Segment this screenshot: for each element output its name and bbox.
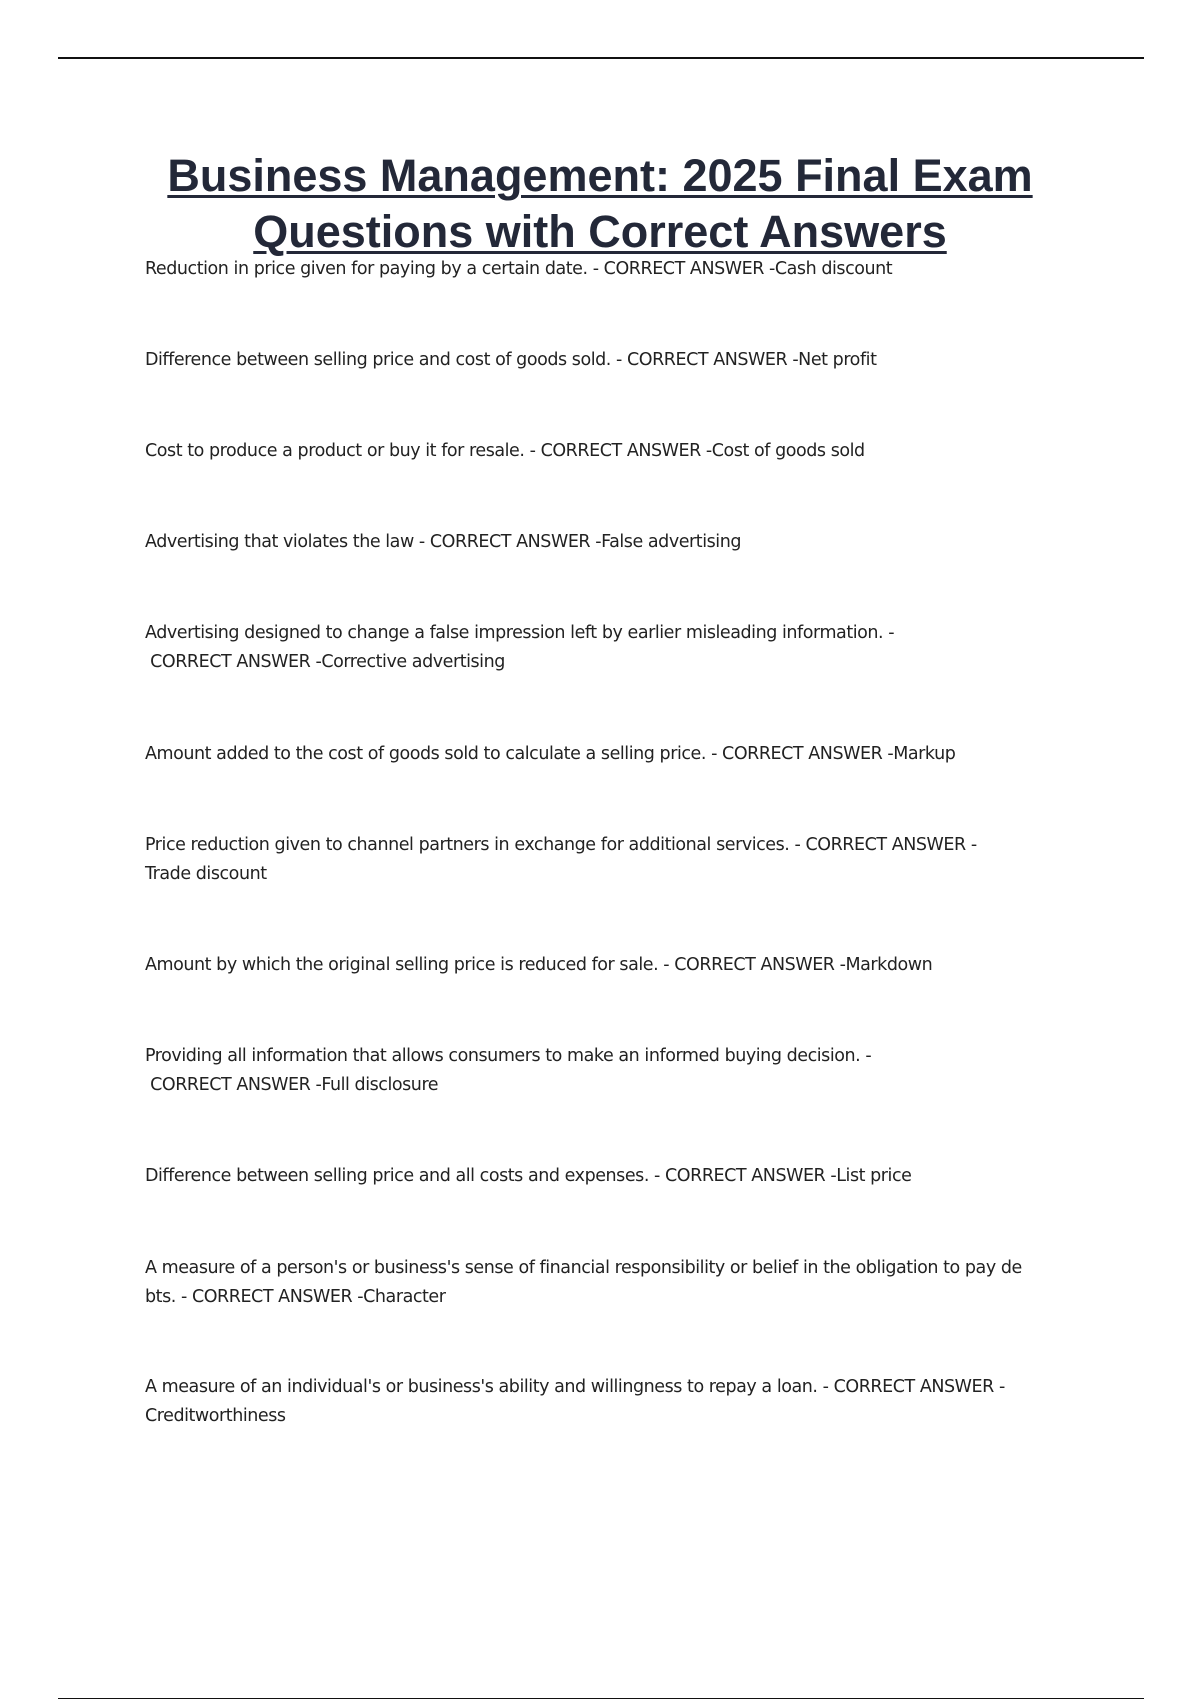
qa-line: Difference between selling price and cost of goods sold. - CORRECT ANSWER -Net profit <box>145 350 877 370</box>
qa-line: Creditworthiness <box>145 1406 286 1426</box>
qa-item <box>145 1162 1085 1191</box>
qa-line: Price reduction given to channel partners in exchange for additional services. - CORRECT ANSWER - <box>145 835 977 855</box>
qa-line: Amount added to the cost of goods sold to calculate a selling price. - CORRECT ANSWER -Markup <box>145 744 956 764</box>
qa-line: Trade discount <box>145 864 267 884</box>
qa-line: A measure of a person's or business's sense of financial responsibility or belief in the obligation to pay de <box>145 1258 1022 1278</box>
qa-line: Advertising that violates the law - CORRECT ANSWER -False advertising <box>145 532 742 552</box>
qa-item <box>145 1254 1085 1312</box>
qa-line: Reduction in price given for paying by a certain date. - CORRECT ANSWER -Cash discount <box>145 259 893 279</box>
qa-line: bts. - CORRECT ANSWER -Character <box>145 1287 446 1307</box>
qa-item <box>145 528 1085 557</box>
qa-item <box>145 740 1085 769</box>
qa-item <box>145 951 1085 980</box>
qa-item <box>145 1373 1085 1431</box>
qa-line: Cost to produce a product or buy it for resale. - CORRECT ANSWER -Cost of goods sold <box>145 441 865 461</box>
title-line-1: Business Management: 2025 Final Exam <box>167 150 1033 201</box>
qa-item <box>145 437 1085 466</box>
qa-line: Providing all information that allows consumers to make an informed buying decision. - <box>145 1046 872 1066</box>
qa-item <box>145 1042 1085 1100</box>
qa-line: A measure of an individual's or business's ability and willingness to repay a loan. - CORRECT ANSWER - <box>145 1377 1005 1397</box>
qa-line: CORRECT ANSWER -Full disclosure <box>145 1075 439 1095</box>
qa-line: Amount by which the original selling price is reduced for sale. - CORRECT ANSWER -Markdown <box>145 955 933 975</box>
qa-item <box>145 831 1085 889</box>
qa-item <box>145 619 1085 677</box>
qa-item <box>145 346 1085 375</box>
qa-line: Advertising designed to change a false impression left by earlier misleading information. - <box>145 623 895 643</box>
bottom-divider <box>58 1698 1144 1699</box>
qa-line: Difference between selling price and all costs and expenses. - CORRECT ANSWER -List price <box>145 1166 912 1186</box>
qa-line: CORRECT ANSWER -Corrective advertising <box>145 652 505 672</box>
title-line-2: Questions with Correct Answers <box>253 206 947 257</box>
qa-item <box>145 255 1085 284</box>
